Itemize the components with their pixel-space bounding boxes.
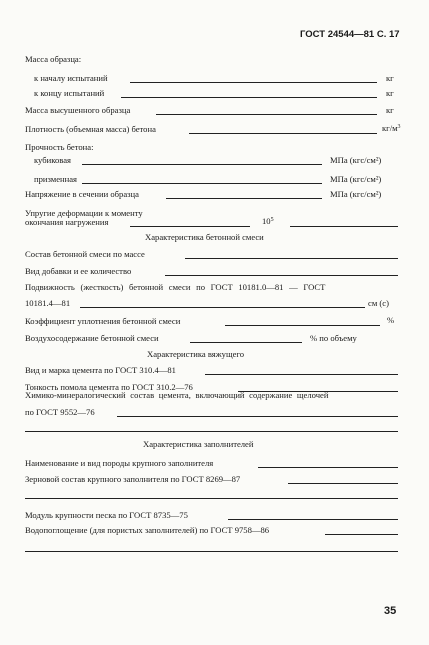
elastic-line-1[interactable] bbox=[130, 226, 250, 227]
cement-type-label: Вид и марка цемента по ГОСТ 310.4—81 bbox=[25, 365, 176, 375]
cube-unit: МПа (кгс/см²) bbox=[330, 155, 382, 165]
sand-modulus-label: Модуль крупности песка по ГОСТ 8735—75 bbox=[25, 510, 188, 520]
chem-line-1[interactable] bbox=[117, 416, 398, 417]
mass-dried-line[interactable] bbox=[156, 114, 377, 115]
compaction-unit: % bbox=[387, 315, 395, 325]
mobility-label-2: 10181.4—81 bbox=[25, 298, 71, 308]
water-absorption-label: Водопоглощение (для пористых заполнителей) по ГОСТ 9758—86 bbox=[25, 525, 270, 535]
standard-header: ГОСТ 24544—81 С. 17 bbox=[300, 29, 400, 40]
compaction-line[interactable] bbox=[225, 325, 380, 326]
coarse-name-label: Наименование и вид породы крупного заполнителя bbox=[25, 458, 214, 468]
compaction-label: Коэффициент уплотнения бетонной смеси bbox=[25, 316, 181, 326]
fineness-label: Тонкость помола цемента по ГОСТ 310.2—76 bbox=[25, 382, 193, 392]
additive-line[interactable] bbox=[165, 275, 398, 276]
stress-unit: МПа (кгс/см²) bbox=[330, 189, 382, 199]
mass-sample-label: Масса образца: bbox=[25, 54, 82, 64]
water-absorption-line-2[interactable] bbox=[25, 551, 398, 552]
density-label: Плотность (объемная масса) бетона bbox=[25, 124, 156, 134]
prism-label: призменная bbox=[34, 174, 77, 184]
mass-start-line[interactable] bbox=[130, 82, 377, 83]
composition-line[interactable] bbox=[185, 258, 398, 259]
air-unit: % по объему bbox=[310, 333, 357, 343]
elastic-multiplier: $10^5$ bbox=[262, 216, 274, 226]
density-unit: $кг/м^3$ bbox=[382, 123, 401, 133]
coarse-name-line[interactable] bbox=[258, 467, 398, 468]
mass-start-label: к началу испытаний bbox=[34, 73, 108, 83]
stress-label: Напряжение в сечении образца bbox=[25, 189, 139, 199]
mobility-unit: см (с) bbox=[368, 298, 389, 308]
prism-line[interactable] bbox=[82, 183, 322, 184]
air-label: Воздухосодержание бетонной смеси bbox=[25, 333, 159, 343]
section-aggregate-title: Характеристика заполнителей bbox=[143, 439, 254, 449]
cement-type-line[interactable] bbox=[205, 374, 398, 375]
elastic-line-2[interactable] bbox=[290, 226, 398, 227]
grain-line-2[interactable] bbox=[25, 498, 398, 499]
chem-label-1: Химико-минералогический состав цемента, включающий содержание щелочей bbox=[25, 390, 329, 400]
composition-label: Состав бетонной смеси по массе bbox=[25, 249, 145, 259]
elastic-label-1: Упругие деформации к моменту bbox=[25, 208, 143, 218]
strength-label: Прочность бетона: bbox=[25, 142, 94, 152]
cube-line[interactable] bbox=[82, 164, 322, 165]
elastic-label-2: окончания нагружения bbox=[25, 217, 109, 227]
mass-end-line[interactable] bbox=[121, 97, 377, 98]
section-binder-title: Характеристика вяжущего bbox=[147, 349, 245, 359]
additive-label: Вид добавки и ее количество bbox=[25, 266, 132, 276]
sand-modulus-line[interactable] bbox=[228, 519, 398, 520]
prism-unit: МПа (кгс/см²) bbox=[330, 174, 382, 184]
section-concrete-title: Характеристика бетонной смеси bbox=[145, 232, 264, 242]
stress-line[interactable] bbox=[166, 198, 322, 199]
mass-start-unit: кг bbox=[386, 73, 394, 83]
mass-dried-unit: кг bbox=[386, 105, 394, 115]
density-line[interactable] bbox=[189, 133, 377, 134]
mass-end-label: к концу испытаний bbox=[34, 88, 105, 98]
mobility-line[interactable] bbox=[80, 307, 365, 308]
cube-label: кубиковая bbox=[34, 155, 71, 165]
grain-line[interactable] bbox=[288, 483, 398, 484]
grain-label: Зерновой состав крупного заполнителя по ГОСТ 8269—87 bbox=[25, 474, 241, 484]
page-number: 35 bbox=[384, 605, 397, 617]
mass-end-unit: кг bbox=[386, 88, 394, 98]
air-line[interactable] bbox=[190, 342, 302, 343]
chem-line-2[interactable] bbox=[25, 431, 398, 432]
mobility-label-1: Подвижность (жесткость) бетонной смеси по ГОСТ 10181.0—81 — ГОСТ bbox=[25, 282, 326, 292]
water-absorption-line[interactable] bbox=[325, 534, 398, 535]
mass-dried-label: Масса высушенного образца bbox=[25, 105, 131, 115]
chem-label-2: по ГОСТ 9552—76 bbox=[25, 407, 95, 417]
